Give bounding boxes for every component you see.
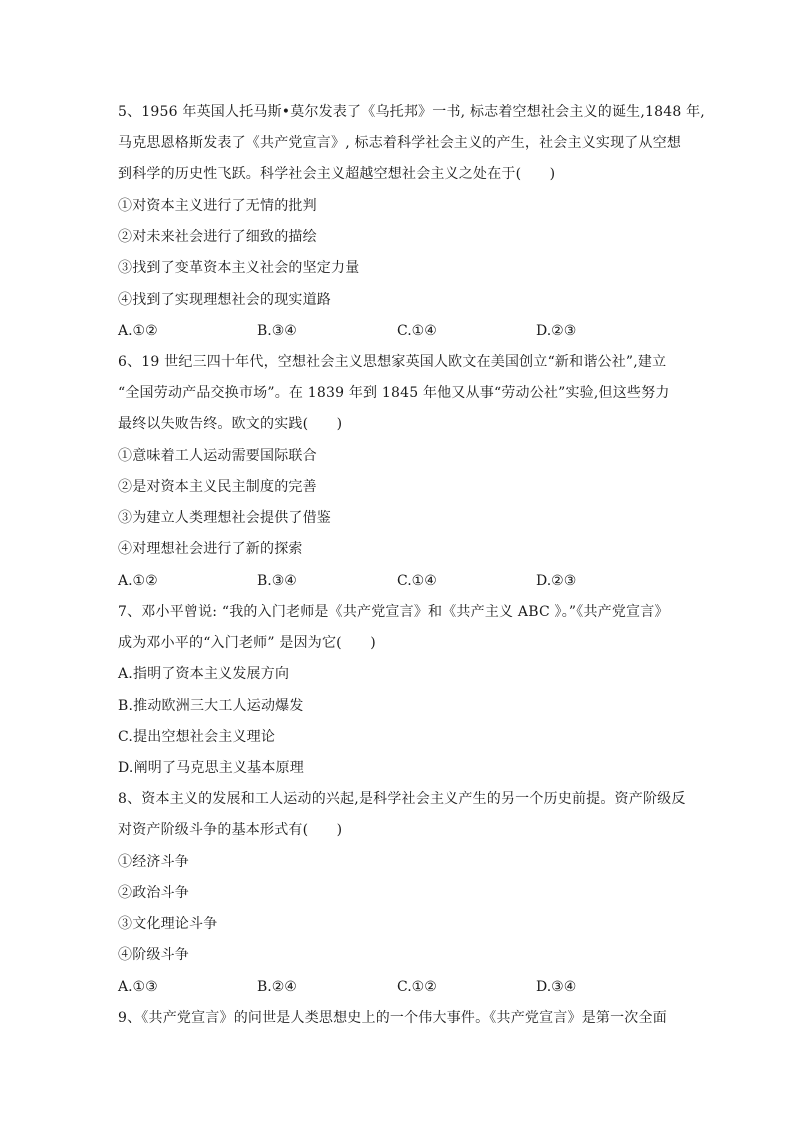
question-7-statement: B.推动欧洲三大工人运动爆发: [118, 698, 304, 714]
question-5-statement: ①对资本主义进行了无情的批判: [118, 198, 317, 214]
answer-option[interactable]: B.③④: [257, 323, 297, 339]
question-7-stem-line: 7、邓小平曾说: “我的入门老师是《共产党宣言》和《共产主义 ABC 》。”《共产党宣言》: [118, 604, 669, 620]
question-7-stem-line: 成为邓小平的“入门老师” 是因为它( ): [118, 635, 376, 651]
answer-option[interactable]: B.②④: [257, 979, 297, 995]
question-6-stem-line: 最终以失败告终。欧文的实践( ): [118, 416, 343, 432]
answer-option[interactable]: A.①②: [118, 573, 158, 589]
answer-option[interactable]: A.①③: [118, 979, 158, 995]
question-9-stem-line: 9、《共产党宣言》的问世是人类思想史上的一个伟大事件。《共产党宣言》是第一次全面: [118, 1010, 667, 1026]
answer-option[interactable]: D.③④: [536, 979, 577, 995]
answer-option[interactable]: C.①②: [397, 979, 437, 995]
question-5-stem-line: 马克思恩格斯发表了《共产党宣言》, 标志着科学社会主义的产生，社会主义实现了从空想: [118, 135, 682, 151]
question-5-statement: ④找到了实现理想社会的现实道路: [118, 292, 331, 308]
question-7-statement: D.阐明了马克思主义基本原理: [118, 760, 304, 776]
answer-option[interactable]: A.①②: [118, 323, 158, 339]
question-6-statement: ①意味着工人运动需要国际联合: [118, 448, 317, 464]
question-6-choices: [118, 572, 678, 590]
question-8-statement: ④阶级斗争: [118, 947, 189, 963]
answer-option[interactable]: D.②③: [536, 323, 577, 339]
question-5-stem-line: 到科学的历史性飞跃。科学社会主义超越空想社会主义之处在于( ): [118, 166, 556, 182]
question-5-stem-line: 5、1956 年英国人托马斯•莫尔发表了《乌托邦》一书, 标志着空想社会主义的诞生,1848 年,: [118, 104, 705, 120]
question-7-statement: C.提出空想社会主义理论: [118, 729, 276, 745]
question-6-stem-line: 6、19 世纪三四十年代，空想社会主义思想家英国人欧文在美国创立“新和谐公社”,建立: [118, 354, 667, 370]
question-7-statement: A.指明了资本主义发展方向: [118, 666, 290, 682]
question-6-stem-line: “全国劳动产品交换市场”。在 1839 年到 1845 年他又从事“劳动公社”实验,但这些努力: [118, 385, 670, 401]
answer-option[interactable]: B.③④: [257, 573, 297, 589]
answer-option[interactable]: D.②③: [536, 573, 577, 589]
question-8-statement: ①经济斗争: [118, 854, 189, 870]
question-6-statement: ②是对资本主义民主制度的完善: [118, 479, 317, 495]
question-8-stem-line: 8、资本主义的发展和工人运动的兴起,是科学社会主义产生的另一个历史前提。资产阶级反: [118, 791, 686, 807]
answer-option[interactable]: C.①④: [397, 323, 437, 339]
question-8-statement: ③文化理论斗争: [118, 916, 218, 932]
question-5-choices: [118, 322, 678, 340]
question-5-statement: ③找到了变革资本主义社会的坚定力量: [118, 260, 360, 276]
question-6-statement: ④对理想社会进行了新的探索: [118, 541, 303, 557]
answer-option[interactable]: C.①④: [397, 573, 437, 589]
question-6-statement: ③为建立人类理想社会提供了借鉴: [118, 510, 331, 526]
question-8-stem-line: 对资产阶级斗争的基本形式有( ): [118, 822, 343, 838]
question-8-statement: ②政治斗争: [118, 885, 189, 901]
question-5-statement: ②对未来社会进行了细致的描绘: [118, 229, 317, 245]
question-8-choices: [118, 978, 678, 996]
